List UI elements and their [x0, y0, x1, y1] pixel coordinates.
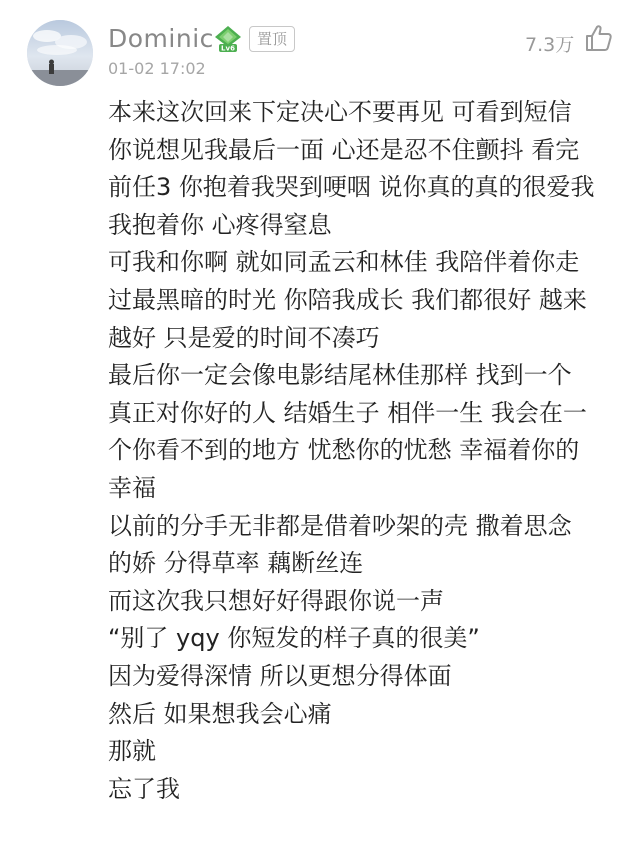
post-text-line: 个你看不到的地方 忧愁你的忧愁 幸福着你的 — [108, 436, 580, 465]
post-timestamp: 01-02 17:02 — [108, 59, 206, 78]
like-button[interactable] — [584, 23, 614, 53]
post-text-line: 幸福 — [108, 473, 156, 502]
post-text-line: 过最黑暗的时光 你陪我成长 我们都很好 越来 — [108, 285, 587, 314]
author-name[interactable]: Dominic — [108, 24, 214, 53]
pinned-badge: 置顶 — [249, 26, 295, 52]
post-content — [108, 94, 620, 808]
post-text-line: 然后 如果想我会心痛 — [108, 699, 332, 728]
level-badge-label: Lv6 — [221, 44, 235, 53]
avatar[interactable] — [27, 20, 93, 86]
post-text-line: 的娇 分得草率 藕断丝连 — [108, 549, 364, 578]
post-text-line: 本来这次回来下定决心不要再见 可看到短信 — [108, 98, 572, 126]
post-text-line: “别了 yqy 你短发的样子真的很美” — [108, 624, 480, 653]
avatar-image — [27, 20, 93, 86]
like-count: 7.3万 — [525, 34, 575, 56]
post-text-line: 最后你一定会像电影结尾林佳那样 找到一个 — [108, 361, 572, 390]
post-text-line: 你说想见我最后一面 心还是忍不住颤抖 看完 — [108, 135, 580, 164]
post-text-line: 前任3 你抱着我哭到哽咽 说你真的真的很爱我 — [108, 173, 595, 202]
post-text-line: 真正对你好的人 结婚生子 相伴一生 我会在一 — [108, 398, 587, 427]
post-text-line: 我抱着你 心疼得窒息 — [108, 210, 332, 239]
post-text-line: 那就 — [108, 737, 156, 766]
post-text-line: 因为爱得深情 所以更想分得体面 — [108, 661, 452, 690]
post-text-line: 越好 只是爱的时间不凑巧 — [108, 323, 380, 352]
thumbs-up-icon — [584, 23, 614, 53]
post-text-line: 而这次我只想好好得跟你说一声 — [108, 586, 444, 615]
post-text-line: 以前的分手无非都是借着吵架的壳 撒着思念 — [108, 511, 572, 540]
post-text-line: 可我和你啊 就如同孟云和林佳 我陪伴着你走 — [108, 248, 580, 277]
diamond-level-badge-icon — [214, 25, 242, 53]
post-text-line: 忘了我 — [108, 774, 180, 803]
post-header — [0, 0, 640, 90]
